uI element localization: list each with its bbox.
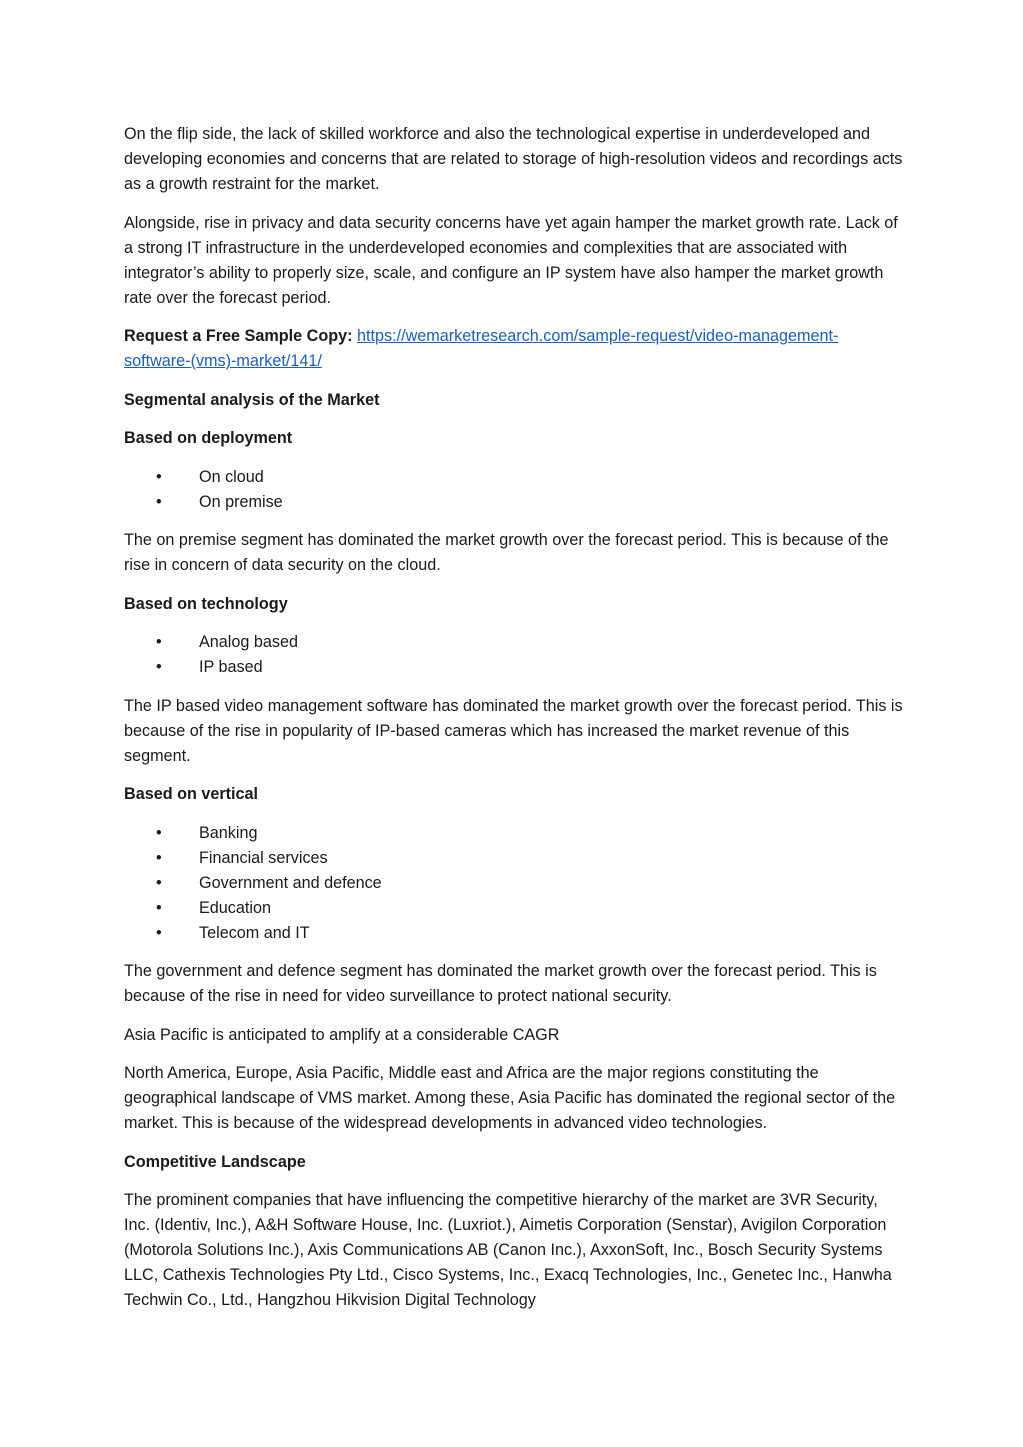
bullet-icon: • [156, 873, 162, 892]
list-item-label: Education [199, 898, 271, 917]
competitive-landscape-body: The prominent companies that have influencing the competitive hierarchy of the market are 3VR Security, Inc. (Identiv, Inc.), A&H Software House, Inc. (Luxriot.), Aimetis Corporation (Senstar), Avigilon Corporation (Motorola Solutions Inc.), Axis Communications AB (Canon Inc.), AxxonSoft, Inc., Bosch Security Systems LLC, Cathexis Technologies Pty Ltd., Cisco Systems, Inc., Exacq Technologies, Inc., Genetec Inc., Hanwha Techwin Co., Ltd., Hangzhou Hikvision Digital Technology [124, 1191, 892, 1309]
vertical-summary: The government and defence segment has dominated the market growth over the forecast period. This is because of the rise in need for video surveillance to protect national security. [124, 962, 877, 1005]
regional-intro: Asia Pacific is anticipated to amplify at a considerable CAGR [124, 1025, 560, 1044]
list-item-label: On cloud [199, 467, 264, 486]
list-item [124, 871, 904, 896]
list-item [124, 630, 904, 655]
bullet-icon: • [156, 633, 162, 651]
technology-list [124, 630, 904, 680]
document-page [124, 122, 904, 1327]
deployment-summary: The on premise segment has dominated the market growth over the forecast period. This is because of the rise in concern of data security on the cloud. [124, 531, 889, 574]
list-item-label: Telecom and IT [199, 923, 310, 942]
bullet-icon: • [156, 658, 162, 676]
bullet-icon: • [156, 467, 162, 486]
technology-heading: Based on technology [124, 594, 288, 613]
request-sample-line [124, 324, 904, 374]
list-item [124, 846, 904, 871]
vertical-heading: Based on vertical [124, 785, 259, 803]
list-item-label: On premise [199, 492, 283, 511]
deployment-list [124, 465, 904, 515]
paragraph-privacy-concerns: Alongside, rise in privacy and data security concerns have yet again hamper the market growth rate. Lack of a strong IT infrastructure in the underdeveloped economies and complexities that are associated with integrator’s ability to properly size, scale, and configure an IP system have also hamper the market growth rate over the forecast period. [124, 213, 898, 307]
list-item-label: Financial services [199, 848, 328, 867]
bullet-icon: • [156, 923, 162, 942]
list-item [124, 490, 904, 515]
list-item-label: IP based [199, 658, 263, 676]
segmental-analysis-heading: Segmental analysis of the Market [124, 390, 380, 409]
list-item [124, 465, 904, 490]
paragraph-restraints: On the flip side, the lack of skilled workforce and also the technological expertise in underdeveloped and developing economies and concerns that are related to storage of high-resolution videos and recordings acts as a growth restraint for the market. [124, 125, 903, 193]
list-item [124, 655, 904, 680]
bullet-icon: • [156, 848, 162, 867]
list-item [124, 921, 904, 946]
technology-summary: The IP based video management software has dominated the market growth over the forecast period. This is because of the rise in popularity of IP-based cameras which has increased the market revenue of this segment. [124, 696, 903, 765]
list-item-label: Banking [199, 823, 258, 842]
list-item-label: Analog based [199, 633, 299, 651]
vertical-list [124, 821, 904, 946]
list-item [124, 821, 904, 846]
deployment-heading: Based on deployment [124, 429, 293, 447]
list-item-label: Government and defence [199, 873, 382, 892]
bullet-icon: • [156, 492, 162, 511]
bullet-icon: • [156, 823, 162, 842]
request-sample-link[interactable]: https://wemarketresearch.com/sample-request/video-management-software-(vms)-market/141/ [124, 327, 839, 370]
request-sample-label: Request a Free Sample Copy: [124, 327, 353, 345]
list-item [124, 896, 904, 921]
bullet-icon: • [156, 898, 162, 917]
competitive-landscape-heading: Competitive Landscape [124, 1152, 306, 1171]
regional-body: North America, Europe, Asia Pacific, Middle east and Africa are the major regions constituting the geographical landscape of VMS market. Among these, Asia Pacific has dominated the regional sector of the market. This is because of the widespread developments in advanced video technologies. [124, 1064, 896, 1132]
